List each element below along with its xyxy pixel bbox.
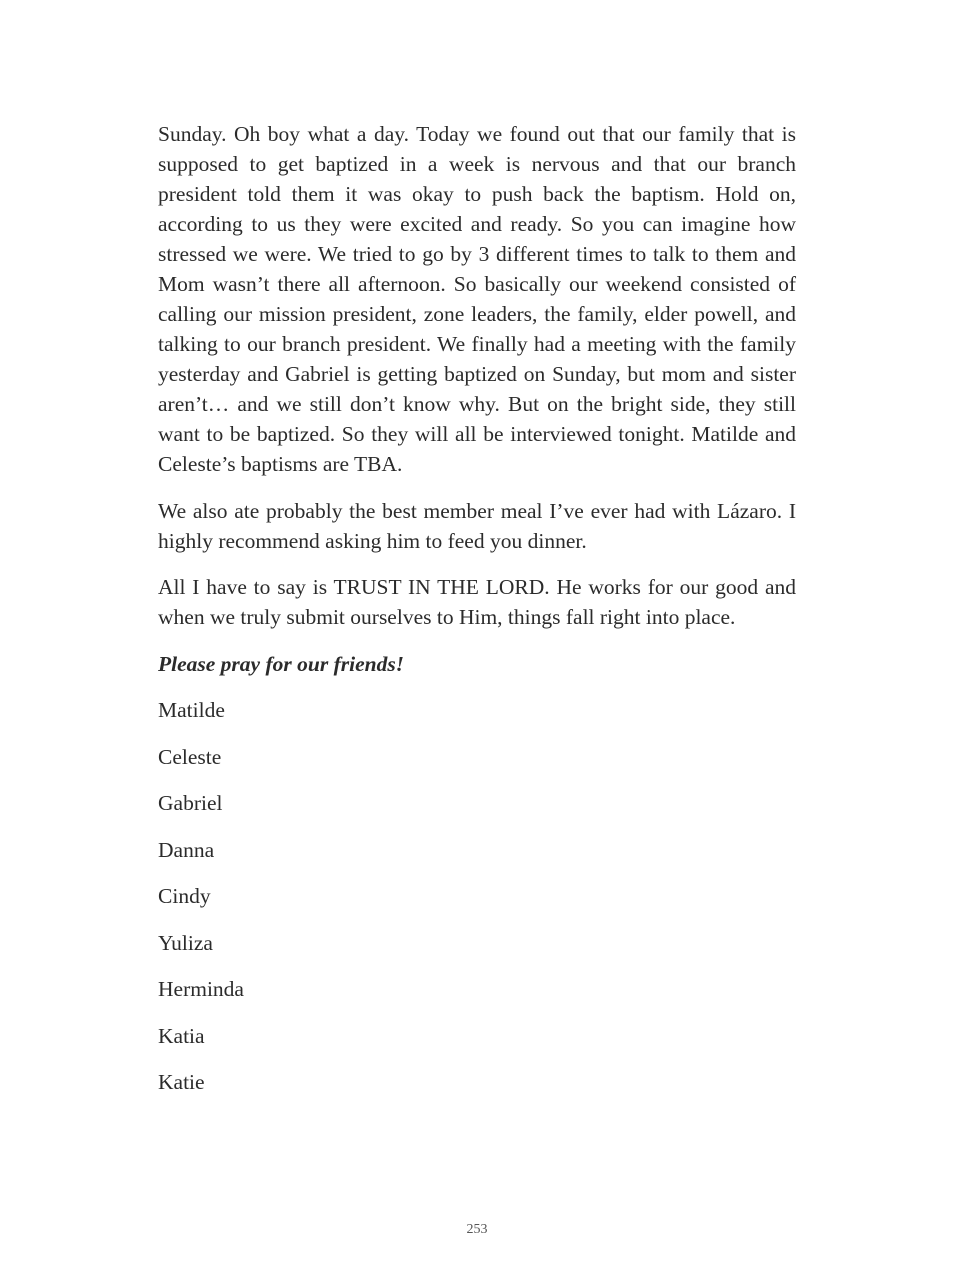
- list-item: Matilde: [158, 698, 225, 722]
- list-item: Yuliza: [158, 930, 213, 955]
- paragraph-sunday: Sunday. Oh boy what a day. Today we found out that our family that is supposed to get baptized in a week is nervous and that our branch president told them it was okay to push back the baptism. Hold on, according to us they were excited and ready. So you can imagine how stressed we were. We tried to go by 3 different times to talk to them and Mom wasn’t there all afternoon. So basically our weekend consisted of calling our mission president, zone leaders, the family, elder powell, and talking to our branch president. We finally had a meeting with the family yesterday and Gabriel is getting baptized on Sunday, but mom and sister aren’t… and we still don’t know why. But on the bright side, they still want to be baptized. So they will all be interviewed tonight. Matilde and Celeste’s baptisms are TBA.: [158, 122, 796, 476]
- list-item: Gabriel: [158, 791, 223, 815]
- paragraph-member-meal: We also ate probably the best member meal I’ve ever had with Lázaro. I highly recommend asking him to feed you dinner.: [158, 498, 796, 553]
- list-item: Celeste: [158, 744, 222, 769]
- prayer-heading: Please pray for our friends!: [158, 651, 405, 676]
- list-item: Herminda: [158, 977, 244, 1001]
- list-item: Cindy: [158, 884, 211, 908]
- list-item: Katia: [158, 1023, 205, 1048]
- friends-list: [158, 695, 796, 1097]
- list-item: Katie: [158, 1070, 205, 1094]
- body-text: [158, 119, 796, 1114]
- page-number: 253: [466, 1222, 488, 1237]
- paragraph-trust-in-the-lord: All I have to say is TRUST IN THE LORD. He works for our good and when we truly submit ourselves to Him, things fall right into place.: [158, 575, 796, 629]
- list-item: Danna: [158, 837, 215, 862]
